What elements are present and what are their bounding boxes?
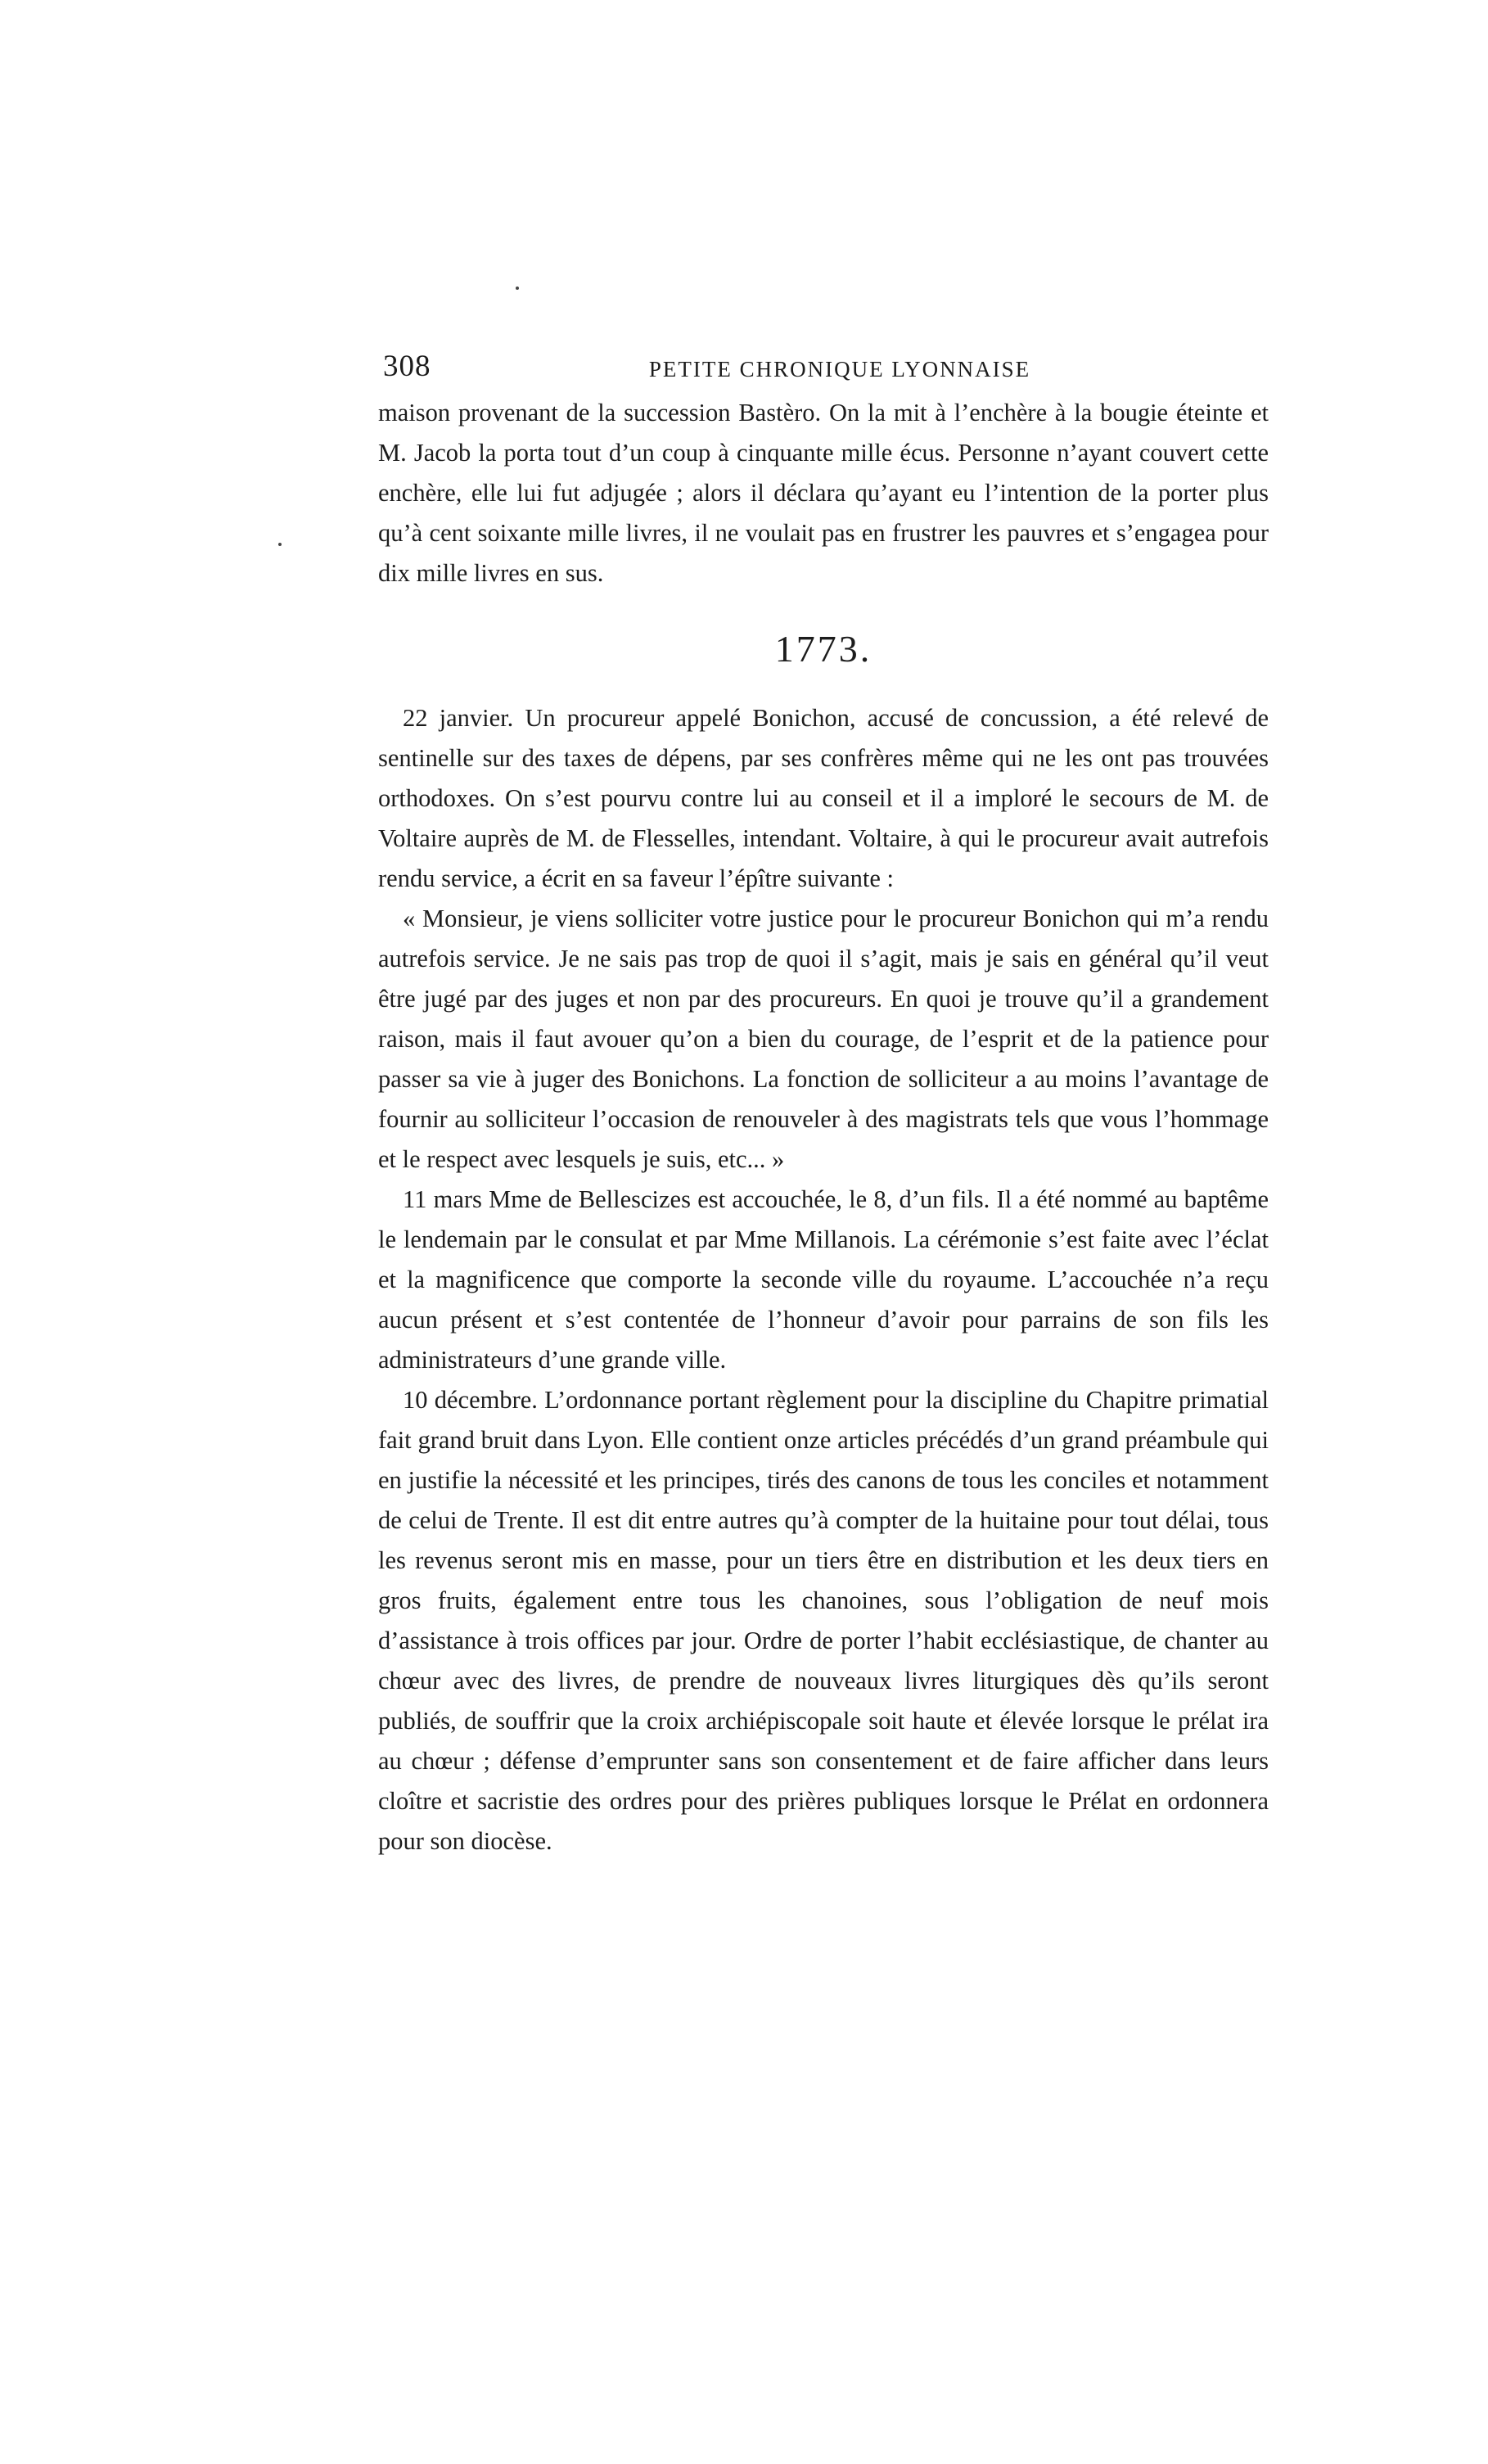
running-title: PETITE CHRONIQUE LYONNAISE — [648, 357, 1031, 381]
year-heading: 1773. — [774, 628, 873, 670]
entry-december: 10 décembre. L’ordonnance portant règlement pour la discipline du Chapitre primatial fait grand bruit dans Lyon. Elle contient onze articles précédés d’un grand préambule qui en justifie la nécessité et les principes, tirés des canons de tous les conciles et notamment de celui de Trente. Il est dit entre autres qu’à compter de la huitaine pour tout délai, tous les revenus seront mis en masse, pour un tiers être en distribution et les deux tiers en gros fruits, également entre tous les chanoines, sous l’obligation de neuf mois d’assistance à trois offices par jour. Ordre de porter l’habit ecclésiastique, de chanter au chœur avec des livres, de prendre de nouveaux livres liturgiques dès qu’ils seront publiés, de souffrir que la croix archiépiscopale soit haute et élevée lorsque le prélat ira au chœur ; défense d’emprunter sans son consentement et de faire afficher dans leurs cloître et sacristie des ordres pour des prières publiques lorsque le Prélat en ordonnera pour son diocèse. — [378, 1386, 1269, 1855]
book-page — [378, 344, 1269, 1862]
voltaire-letter: « Monsieur, je viens solliciter votre justice pour le procureur Bonichon qui m’a rendu autrefois service. Je ne sais pas trop de quoi il s’agit, mais je sais en général qu’il veut être jugé par des juges et non par des procureurs. En quoi je trouve qu’il a grandement raison, mais il faut avouer qu’on a bien du courage, de l’esprit et de la patience pour passer sa vie à juger des Bonichons. La fonction de solliciteur a au moins l’avantage de fournir au solliciteur l’occasion de renouveler à des magistrats tels que vous l’hommage et le respect avec lesquels je suis, etc... » — [378, 905, 1269, 1173]
entry-january: 22 janvier. Un procureur appelé Bonichon, accusé de concussion, a été relevé de sentinelle sur des taxes de dépens, par ses confrères même qui ne les ont pas trouvées orthodoxes. On s’est pourvu contre lui au conseil et il a imploré le secours de M. de Voltaire auprès de M. de Flesselles, intendant. Voltaire, à qui le procureur avait autrefois rendu service, a écrit en sa faveur l’épître suivante : — [378, 704, 1269, 892]
continuation-paragraph: maison provenant de la succession Bastèro. On la mit à l’enchère à la bougie éteinte et M. Jacob la porta tout d’un coup à cinquante mille écus. Personne n’ayant couvert cette enchère, elle lui fut adjugée ; alors il déclara qu’ayant eu l’intention de la porter plus qu’à cent soixante mille livres, il ne voulait pas en frustrer les pauvres et s’engagea pour dix mille livres en sus. — [378, 399, 1269, 587]
entry-march: 11 mars Mme de Bellescizes est accouchée, le 8, d’un fils. Il a été nommé au baptême le lendemain par le consulat et par Mme Millanois. La cérémonie s’est faite avec l’éclat et la magnificence que comporte la seconde ville du royaume. L’accouchée n’a reçu aucun présent et s’est contentée de l’honneur d’avoir pour parrains de son fils les administrateurs d’une grande ville. — [378, 1185, 1269, 1374]
body-text — [378, 393, 1269, 1862]
print-speck — [278, 543, 282, 546]
page-number: 308 — [383, 350, 431, 383]
print-speck — [516, 287, 519, 290]
running-head — [378, 344, 1269, 393]
